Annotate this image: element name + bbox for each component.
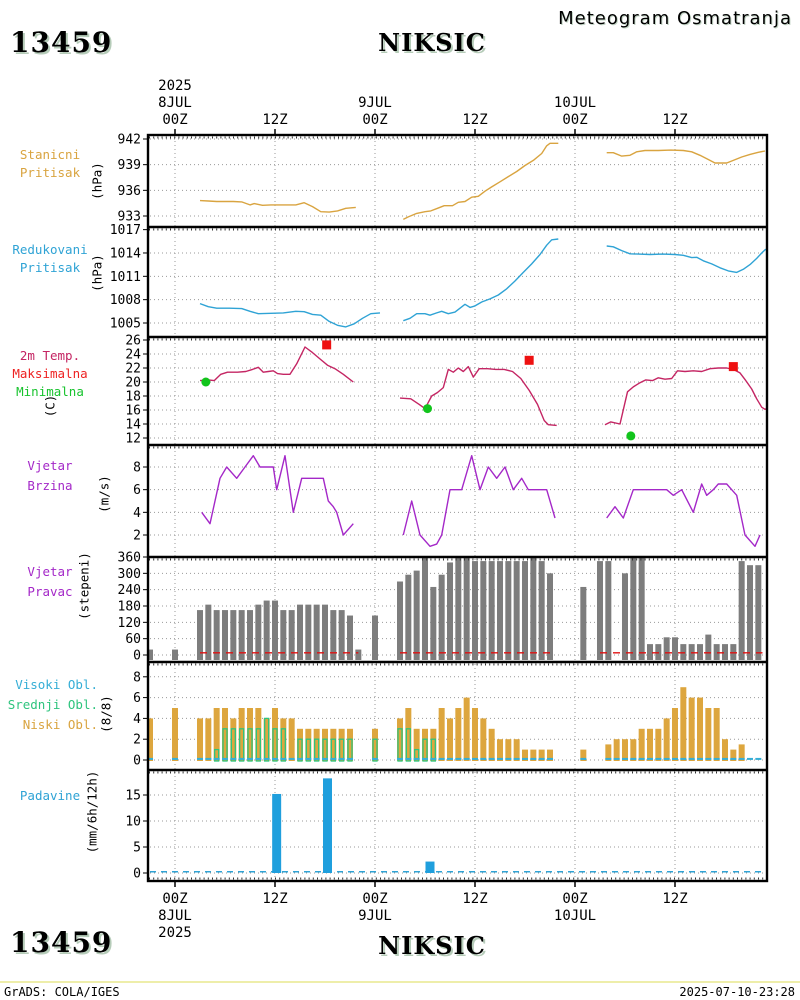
wind-direction-bar	[630, 557, 636, 660]
redukovani-pritisak-line	[403, 239, 558, 321]
high-cloud-tick	[680, 758, 686, 760]
wind-direction-bar	[655, 644, 661, 660]
panel-label-reduced-pressure: Pritisak	[19, 260, 81, 275]
page-title-bottom: NIKSIC	[378, 931, 486, 960]
axis-time-bottom: 12Z	[462, 891, 488, 907]
max-temp-marker	[322, 340, 331, 349]
low-cloud-bar	[472, 708, 478, 761]
high-cloud-tick	[705, 758, 711, 760]
high-cloud-tick	[580, 758, 586, 760]
y-tick-label: 0	[133, 648, 141, 664]
station-id-bottom: 13459	[10, 926, 113, 959]
y-tick-label: 12	[125, 431, 141, 447]
high-cloud-tick	[547, 758, 553, 760]
wind-direction-bar	[580, 587, 586, 660]
low-cloud-bar	[672, 708, 678, 761]
unit-label-wind-direction: (stepeni)	[76, 552, 92, 620]
y-tick-label: 2	[133, 732, 141, 748]
high-cloud-tick	[622, 758, 628, 760]
vjetar-brzina-line	[403, 456, 555, 547]
y-tick-label: 60	[125, 632, 141, 648]
unit-label-wind-speed: (m/s)	[96, 475, 112, 513]
stanicni-pritisak-line	[403, 143, 558, 219]
low-cloud-bar	[639, 729, 645, 761]
wind-direction-bar	[322, 605, 328, 660]
high-cloud-tick	[405, 758, 411, 760]
high-cloud-tick	[714, 758, 720, 760]
high-cloud-tick	[697, 758, 703, 760]
low-cloud-bar	[647, 729, 653, 761]
low-cloud-bar	[497, 739, 503, 761]
high-cloud-tick	[272, 758, 278, 760]
precip-bar	[272, 794, 281, 873]
unit-label-temperature-2m: (C)	[42, 394, 58, 418]
wind-direction-bar	[314, 605, 320, 660]
wind-direction-bar	[372, 616, 378, 660]
low-cloud-bar	[489, 729, 495, 761]
axis-date-top: 9JUL	[358, 95, 392, 111]
axis-date-top: 8JUL	[158, 95, 192, 111]
y-tick-label: 6	[133, 691, 141, 707]
high-cloud-tick	[314, 758, 320, 760]
wind-direction-bar	[172, 650, 178, 660]
wind-direction-bar	[705, 635, 711, 660]
low-cloud-bar	[630, 739, 636, 761]
wind-direction-bar	[422, 557, 428, 660]
high-cloud-tick	[339, 758, 345, 760]
wind-direction-bar	[297, 605, 303, 660]
axis-time-top: 00Z	[162, 112, 188, 128]
low-cloud-bar	[705, 708, 711, 761]
low-cloud-bar	[205, 718, 211, 761]
y-tick-label: 2	[133, 528, 141, 544]
axis-time-top: 12Z	[262, 112, 288, 128]
low-cloud-bar	[505, 739, 511, 761]
high-cloud-tick	[222, 758, 228, 760]
y-tick-label: 15	[125, 788, 141, 804]
wind-direction-bar	[755, 565, 761, 660]
wind-direction-bar	[647, 644, 653, 660]
high-cloud-tick	[630, 758, 636, 760]
min-temp-marker	[626, 431, 635, 440]
y-tick-label: 1005	[109, 316, 141, 332]
panel-label-cloud-cover: Niski Obl.	[22, 717, 98, 732]
max-temp-marker	[729, 362, 738, 371]
stanicni-pritisak-line	[200, 201, 356, 213]
axis-time-bottom: 00Z	[162, 891, 188, 907]
unit-label-station-pressure: (hPa)	[89, 162, 105, 200]
high-cloud-tick	[605, 758, 611, 760]
panel-label-temperature-2m: Maksimalna	[12, 366, 88, 381]
y-tick-label: 5	[133, 840, 141, 856]
y-tick-label: 8	[133, 670, 141, 686]
axis-time-top: 00Z	[562, 112, 588, 128]
high-cloud-tick	[430, 758, 436, 760]
wind-direction-bar	[639, 557, 645, 660]
page-title-top: NIKSIC	[378, 28, 486, 57]
high-cloud-tick	[330, 758, 336, 760]
wind-direction-bar	[530, 557, 536, 660]
y-tick-label: 16	[125, 403, 141, 419]
wind-direction-bar	[605, 561, 611, 660]
y-tick-label: 942	[117, 132, 141, 148]
panel-label-station-pressure: Pritisak	[19, 165, 81, 180]
low-cloud-bar	[439, 708, 445, 761]
precip-bar	[323, 778, 332, 873]
wind-direction-bar	[730, 644, 736, 660]
high-cloud-tick	[264, 758, 270, 760]
low-cloud-bar	[514, 739, 520, 761]
axis-date-top: 10JUL	[553, 95, 597, 111]
wind-direction-bar	[472, 561, 478, 660]
high-cloud-tick	[739, 758, 745, 760]
high-cloud-tick	[214, 758, 220, 760]
low-cloud-bar	[689, 698, 695, 761]
low-cloud-bar	[697, 698, 703, 761]
high-cloud-tick	[655, 758, 661, 760]
high-cloud-tick	[447, 758, 453, 760]
panel-label-reduced-pressure: Redukovani	[12, 242, 88, 257]
low-cloud-bar	[289, 718, 295, 761]
wind-direction-bar	[672, 637, 678, 660]
wind-direction-bar	[747, 565, 753, 660]
wind-direction-bar	[497, 561, 503, 660]
high-cloud-tick	[497, 758, 503, 760]
y-tick-label: 0	[133, 866, 141, 882]
low-cloud-bar	[172, 708, 178, 761]
y-tick-label: 939	[117, 158, 141, 174]
wind-direction-bar	[480, 561, 486, 660]
low-cloud-bar	[447, 718, 453, 761]
high-cloud-tick	[689, 758, 695, 760]
station-id-top: 13459	[10, 26, 113, 59]
panel-label-wind-direction: Pravac	[27, 584, 73, 599]
temperatura-2m-line	[200, 347, 353, 382]
high-cloud-tick	[397, 758, 403, 760]
wind-direction-bar	[689, 644, 695, 660]
low-cloud-bar	[664, 718, 670, 761]
max-temp-marker	[525, 356, 534, 365]
high-cloud-tick	[239, 758, 245, 760]
wind-direction-bar	[489, 561, 495, 660]
wind-direction-bar	[430, 587, 436, 660]
y-tick-label: 1008	[109, 293, 141, 309]
wind-direction-bar	[522, 561, 528, 660]
high-cloud-tick	[639, 758, 645, 760]
unit-label-precipitation: (mm/6h/12h)	[84, 770, 100, 854]
low-cloud-bar	[480, 718, 486, 761]
axis-date-bottom: 10JUL	[553, 908, 597, 924]
panel-label-station-pressure: Stanicni	[19, 147, 81, 162]
wind-direction-bar	[355, 650, 361, 660]
wind-direction-bar	[397, 582, 403, 660]
high-cloud-tick	[730, 758, 736, 760]
axis-time-bottom: 00Z	[362, 891, 388, 907]
axis-time-top: 12Z	[462, 112, 488, 128]
y-tick-label: 1011	[109, 269, 141, 285]
high-cloud-tick	[522, 758, 528, 760]
high-cloud-tick	[614, 758, 620, 760]
high-cloud-tick	[514, 758, 520, 760]
y-tick-label: 120	[117, 615, 141, 631]
high-cloud-tick	[747, 758, 753, 760]
axis-date-bottom: 8JUL	[158, 908, 192, 924]
axis-year-bottom: 2025	[158, 925, 192, 941]
footer-divider	[0, 981, 800, 983]
low-cloud-bar	[722, 739, 728, 761]
high-cloud-tick	[455, 758, 461, 760]
axis-time-bottom: 00Z	[562, 891, 588, 907]
y-tick-label: 20	[125, 375, 141, 391]
low-cloud-bar	[455, 708, 461, 761]
panel-label-temperature-2m: Minimalna	[16, 384, 84, 399]
axis-time-top: 00Z	[362, 112, 388, 128]
high-cloud-tick	[255, 758, 261, 760]
high-cloud-tick	[414, 758, 420, 760]
stanicni-pritisak-line	[607, 150, 765, 163]
y-tick-label: 6	[133, 483, 141, 499]
y-tick-label: 300	[117, 566, 141, 582]
y-tick-label: 8	[133, 460, 141, 476]
high-cloud-tick	[305, 758, 311, 760]
grads-credit: GrADS: COLA/IGES	[4, 985, 120, 999]
panel-label-cloud-cover: Visoki Obl.	[15, 677, 98, 692]
panel-label-wind-direction: Vjetar	[27, 564, 73, 579]
wind-direction-bar	[514, 561, 520, 660]
wind-direction-bar	[464, 557, 470, 660]
y-tick-label: 240	[117, 583, 141, 599]
panel-label-precipitation: Padavine	[19, 788, 81, 803]
high-cloud-tick	[289, 758, 295, 760]
low-cloud-bar	[622, 739, 628, 761]
high-cloud-tick	[422, 758, 428, 760]
high-cloud-tick	[647, 758, 653, 760]
high-cloud-tick	[755, 758, 761, 760]
wind-direction-bar	[505, 561, 511, 660]
low-cloud-bar	[680, 687, 686, 761]
high-cloud-tick	[722, 758, 728, 760]
y-tick-label: 936	[117, 183, 141, 199]
low-cloud-bar	[614, 739, 620, 761]
high-cloud-tick	[664, 758, 670, 760]
wind-direction-bar	[305, 605, 311, 660]
wind-direction-bar	[547, 573, 553, 660]
wind-direction-bar	[739, 561, 745, 660]
y-tick-label: 0	[133, 753, 141, 769]
high-cloud-tick	[197, 758, 203, 760]
y-tick-label: 4	[133, 711, 141, 727]
wind-direction-bar	[455, 557, 461, 660]
precip-bar	[425, 862, 434, 873]
axis-time-top: 12Z	[662, 112, 688, 128]
axis-time-bottom: 12Z	[262, 891, 288, 907]
wind-direction-bar	[664, 637, 670, 660]
wind-direction-bar	[272, 601, 278, 660]
wind-direction-bar	[680, 644, 686, 660]
wind-direction-bar	[205, 605, 211, 660]
y-tick-label: 180	[117, 599, 141, 615]
axis-year-top: 2025	[158, 78, 192, 94]
high-cloud-tick	[322, 758, 328, 760]
redukovani-pritisak-line	[607, 246, 766, 272]
panel-label-wind-speed: Vjetar	[27, 458, 73, 473]
high-cloud-tick	[205, 758, 211, 760]
y-tick-label: 1014	[109, 246, 141, 262]
unit-label-reduced-pressure: (hPa)	[89, 254, 105, 292]
high-cloud-tick	[672, 758, 678, 760]
wind-direction-bar	[447, 562, 453, 660]
high-cloud-tick	[372, 758, 378, 760]
high-cloud-tick	[247, 758, 253, 760]
high-cloud-tick	[347, 758, 353, 760]
wind-direction-bar	[714, 644, 720, 660]
low-cloud-bar	[197, 718, 203, 761]
high-cloud-tick	[489, 758, 495, 760]
wind-direction-bar	[722, 644, 728, 660]
min-temp-marker	[201, 378, 210, 387]
high-cloud-tick	[480, 758, 486, 760]
y-tick-label: 10	[125, 814, 141, 830]
y-tick-label: 4	[133, 505, 141, 521]
wind-direction-bar	[264, 601, 270, 660]
wind-direction-bar	[255, 605, 261, 660]
high-cloud-tick	[280, 758, 286, 760]
wind-direction-bar	[414, 571, 420, 660]
high-cloud-tick	[464, 758, 470, 760]
axis-time-bottom: 12Z	[662, 891, 688, 907]
low-cloud-bar	[655, 729, 661, 761]
high-cloud-tick	[505, 758, 511, 760]
wind-direction-bar	[439, 575, 445, 660]
panel-label-cloud-cover: Srednji Obl.	[7, 697, 98, 712]
creation-timestamp: 2025-07-10-23:28	[679, 985, 795, 999]
y-tick-label: 24	[125, 347, 141, 363]
panel-label-wind-speed: Brzina	[27, 478, 73, 493]
app-title: Meteogram Osmatranja	[558, 8, 792, 29]
high-cloud-tick	[297, 758, 303, 760]
high-cloud-tick	[230, 758, 236, 760]
y-tick-label: 360	[117, 550, 141, 566]
wind-direction-bar	[597, 561, 603, 660]
y-tick-label: 22	[125, 361, 141, 377]
panel-label-temperature-2m: 2m Temp.	[19, 348, 81, 363]
low-cloud-bar	[714, 708, 720, 761]
y-tick-label: 26	[125, 333, 141, 349]
high-cloud-tick	[472, 758, 478, 760]
y-tick-label: 18	[125, 389, 141, 405]
wind-direction-bar	[622, 573, 628, 660]
axis-date-bottom: 9JUL	[358, 908, 392, 924]
unit-label-cloud-cover: (8/8)	[98, 695, 114, 733]
wind-direction-bar	[405, 575, 411, 660]
vjetar-brzina-line	[202, 456, 354, 535]
wind-direction-bar	[697, 644, 703, 660]
high-cloud-tick	[439, 758, 445, 760]
vjetar-brzina-line	[607, 484, 760, 546]
wind-direction-bar	[539, 561, 545, 660]
y-tick-label: 933	[117, 209, 141, 225]
high-cloud-tick	[539, 758, 545, 760]
y-tick-label: 14	[125, 417, 141, 433]
low-cloud-bar	[464, 698, 470, 761]
high-cloud-tick	[530, 758, 536, 760]
wind-direction-bar	[149, 650, 153, 660]
y-tick-label: 1017	[109, 223, 141, 239]
min-temp-marker	[423, 404, 432, 413]
high-cloud-tick	[172, 758, 178, 760]
